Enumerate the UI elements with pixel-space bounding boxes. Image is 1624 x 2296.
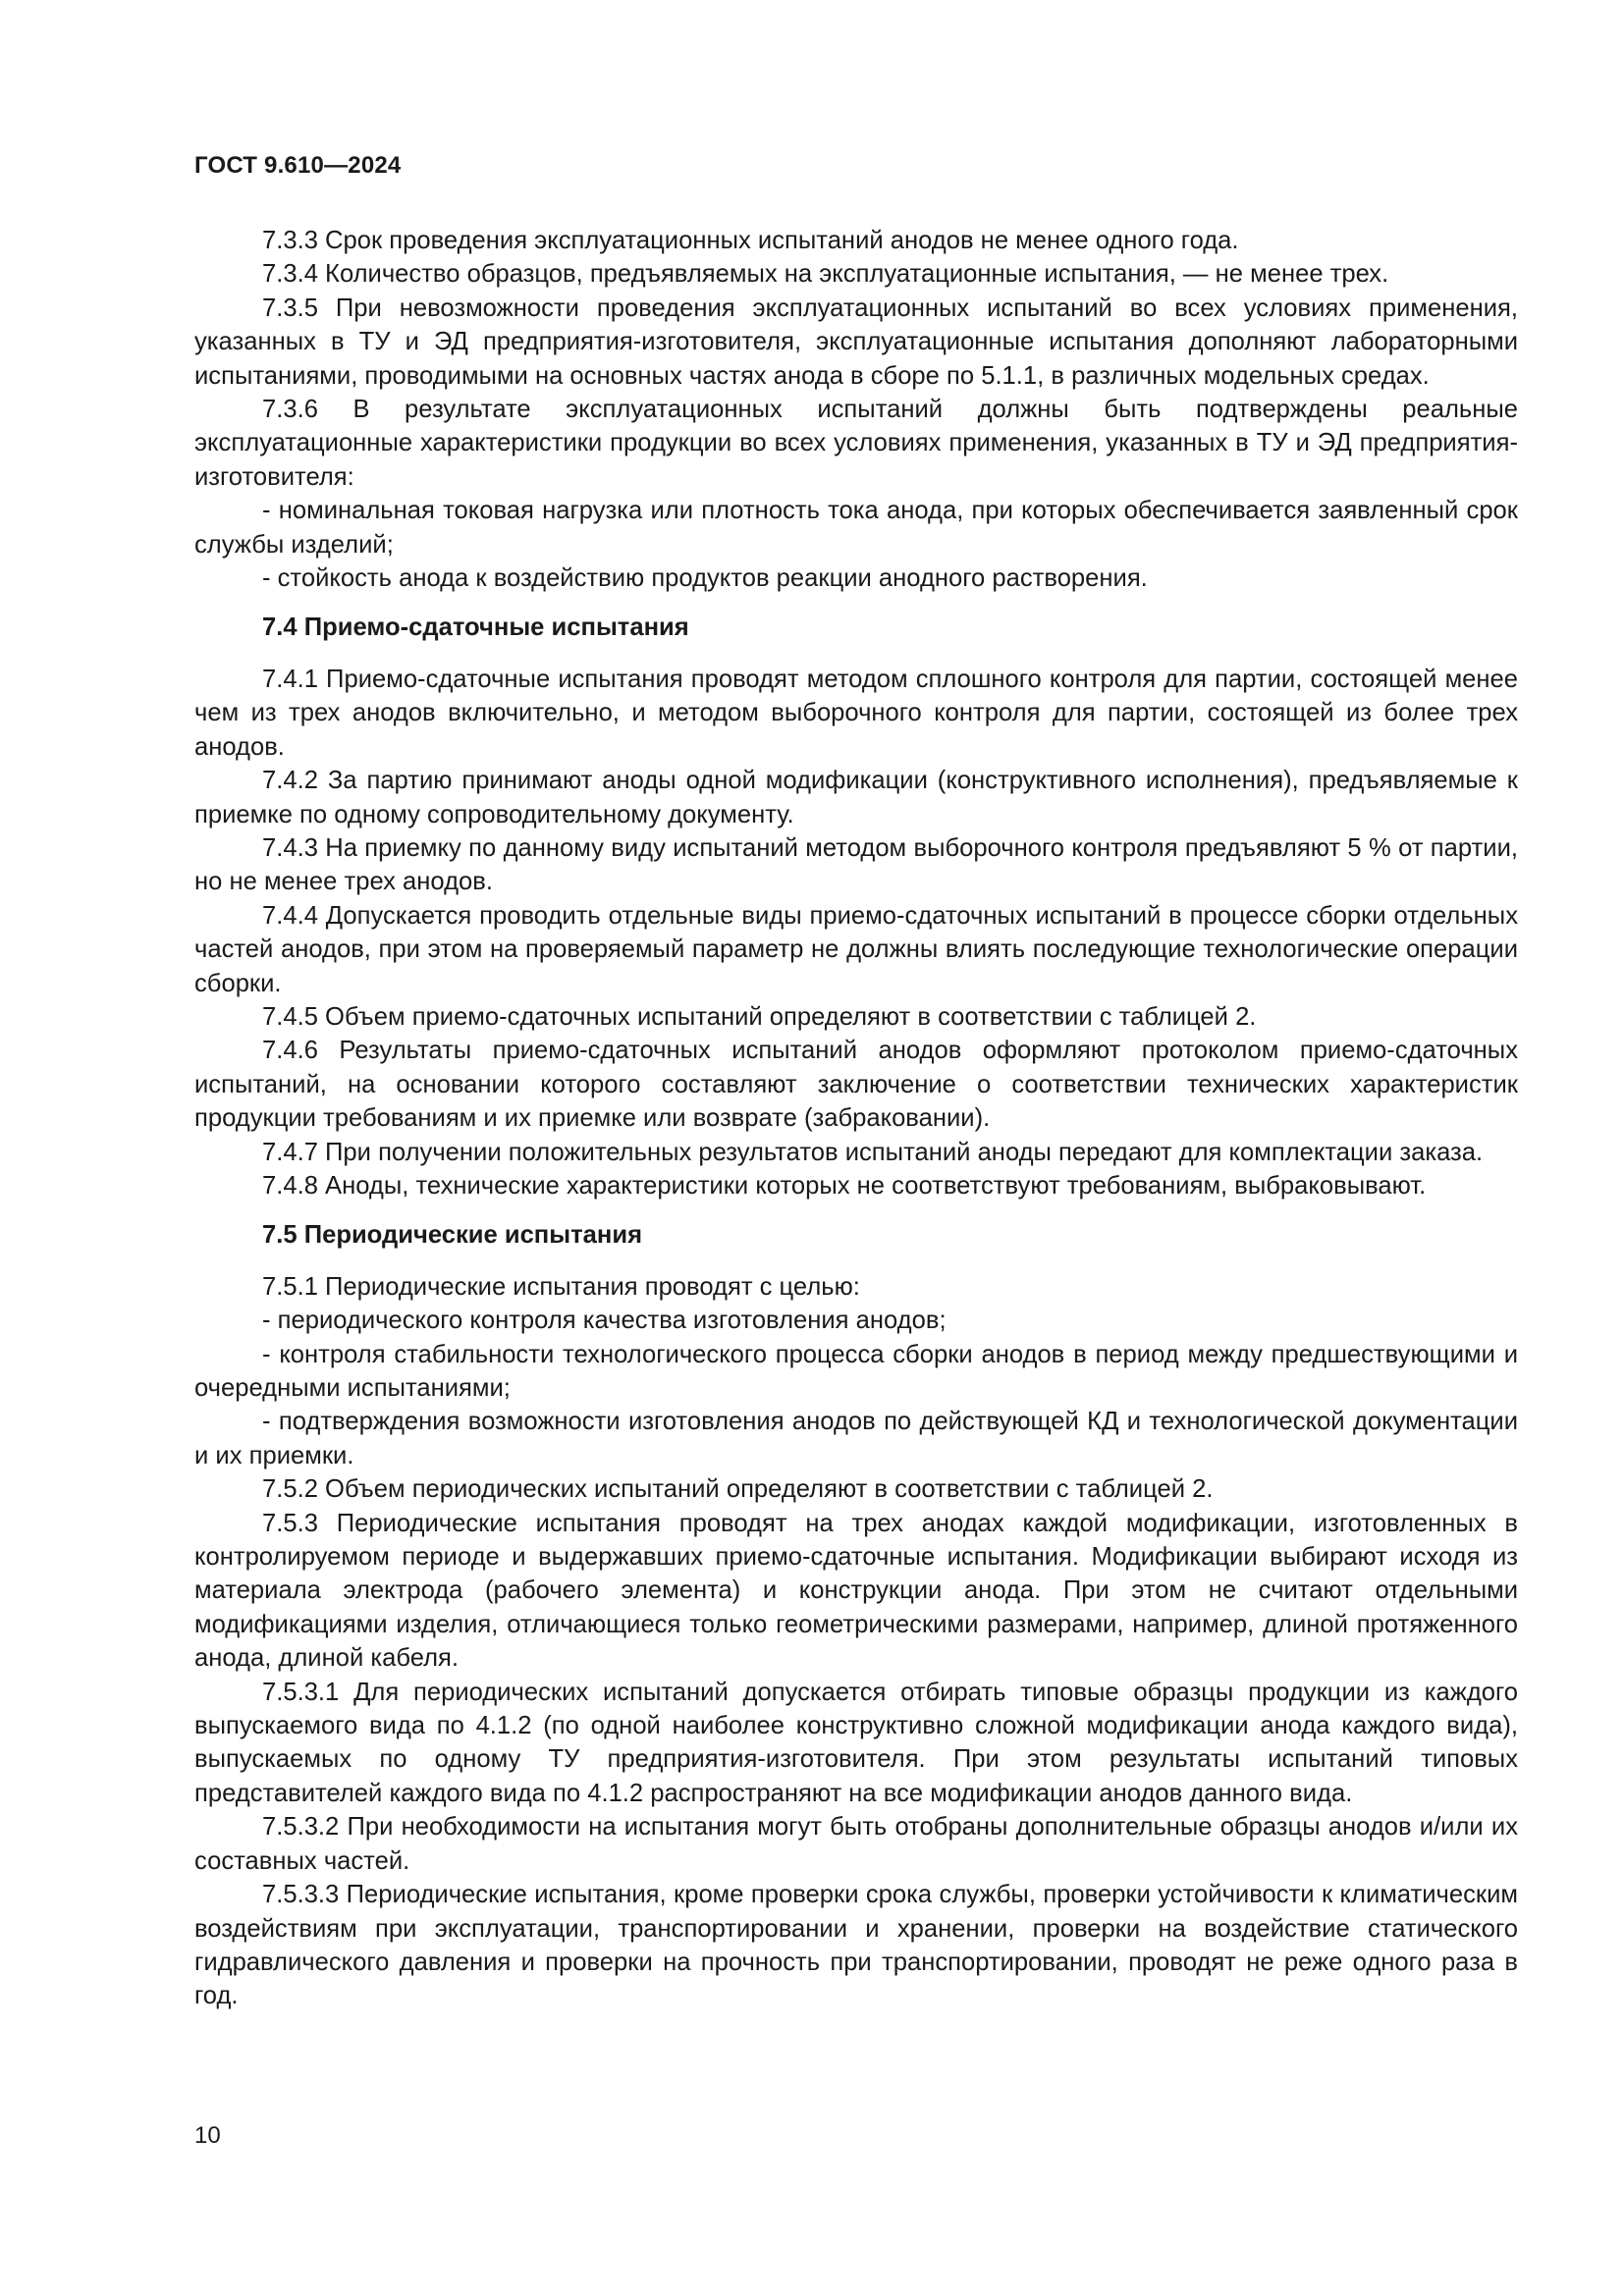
paragraph-7-4-6: 7.4.6 Результаты приемо-сдаточных испытаний анодов оформляют протоколом приемо-сдаточных испытаний, на основании которого составляют заключение о соответствии технических характеристик продукции требованиям и их приемке или возврате (забраковании). (194, 1037, 1518, 1133)
paragraph-7-5-3-1: 7.5.3.1 Для периодических испытаний допускается отбирать типовые образцы продукции из каждого выпускаемого вида по 4.1.2 (по одной наиболее конструктивно сложной модификации анода каждого вида), выпускаемых по одному ТУ предприятия-изготовителя. При этом результаты испытаний типовых представителей каждого вида по 4.1.2 распространяют на все модификации анодов данного вида. (194, 1678, 1518, 1807)
paragraph-7-4-4: 7.4.4 Допускается проводить отдельные виды приемо-сдаточных испытаний в процессе сборки отдельных частей анодов, при этом на проверяемый параметр не должны влиять последующие технологические операции сборки. (194, 901, 1518, 997)
paragraph-7-4-3: 7.4.3 На приемку по данному виду испытаний методом выборочного контроля предъявляют 5 % от партии, но не менее трех анодов. (194, 833, 1518, 896)
paragraph-7-5-3: 7.5.3 Периодические испытания проводят на трех анодах каждой модификации, изготовленных в контролируемом периоде и выдержавших приемо-сдаточные испытания. Модификации выбирают исходя из материала электрода (рабочего элемента) и конструкции анода. При этом не считают отдельными модификациями изделия, отличающиеся только геометрическими размерами, например, длиной протяженного анода, длиной кабеля. (194, 1509, 1518, 1673)
paragraph-7-4-8: 7.4.8 Аноды, технические характеристики которых не соответствуют требованиям, выбраковывают. (262, 1171, 1427, 1200)
list-item-quality-control: - периодического контроля качества изготовления анодов; (262, 1307, 947, 1335)
paragraph-7-4-7: 7.4.7 При получении положительных результатов испытаний аноды передают для комплектации заказа. (262, 1138, 1484, 1166)
list-item-current-load: - номинальная токовая нагрузка или плотность тока анода, при которых обеспечивается заявленный срок службы изделий; (194, 497, 1518, 559)
paragraph-7-3-3: 7.3.3 Срок проведения эксплуатационных испытаний анодов не менее одного года. (262, 227, 1239, 254)
paragraph-7-4-5: 7.4.5 Объем приемо-сдаточных испытаний определяют в соответствии с таблицей 2. (262, 1002, 1257, 1031)
paragraph-7-4-1: 7.4.1 Приемо-сдаточные испытания проводят методом сплошного контроля для партии, состоящей менее чем из трех анодов включительно, и методом выборочного контроля для партии, состоящей из более трех анодов. (194, 665, 1518, 761)
list-item-process-stability: - контроля стабильности технологического процесса сборки анодов в период между предшествующими и очередными испытаниями; (194, 1340, 1518, 1402)
section-title-7-5: 7.5 Периодические испытания (262, 1221, 643, 1250)
page-number: 10 (194, 2122, 221, 2149)
document-body (194, 224, 1518, 2013)
paragraph-7-3-4: 7.3.4 Количество образцов, предъявляемых на эксплуатационные испытания, — не менее трех. (262, 260, 1389, 289)
paragraph-7-5-3-2: 7.5.3.2 При необходимости на испытания могут быть отобраны дополнительные образцы анодов и/или их составных частей. (194, 1813, 1518, 1875)
paragraph-7-5-2: 7.5.2 Объем периодических испытаний определяют в соответствии с таблицей 2. (262, 1475, 1214, 1504)
paragraph-7-5-1: 7.5.1 Периодические испытания проводят с целью: (262, 1272, 860, 1301)
list-item-manufacturing-confirmation: - подтверждения возможности изготовления анодов по действующей КД и технологической документации и их приемки. (194, 1408, 1518, 1469)
paragraph-7-3-6: 7.3.6 В результате эксплуатационных испытаний должны быть подтверждены реальные эксплуатационные характеристики продукции во всех условиях применения, указанных в ТУ и ЭД предприятия-изготовителя: (194, 396, 1518, 491)
paragraph-7-3-5: 7.3.5 При невозможности проведения эксплуатационных испытаний во всех условиях применения, указанных в ТУ и ЭД предприятия-изготовителя, эксплуатационные испытания дополняют лабораторными испытаниями, проводимыми на основных частях анода в сборе по 5.1.1, в различных модельных средах. (194, 294, 1518, 390)
paragraph-7-5-3-3: 7.5.3.3 Периодические испытания, кроме проверки срока службы, проверки устойчивости к климатическим воздействиям при эксплуатации, транспортировании и хранении, проверки на воздействие статического гидравлического давления и проверки на прочность при транспортировании, проводят не реже одного раза в год. (194, 1881, 1518, 2010)
document-code-header: ГОСТ 9.610—2024 (194, 152, 402, 179)
section-title-7-4: 7.4 Приемо-сдаточные испытания (262, 614, 689, 642)
paragraph-7-4-2: 7.4.2 За партию принимают аноды одной модификации (конструктивного исполнения), предъявляемые к приемке по одному сопроводительному документу. (194, 767, 1518, 828)
list-item-anode-resistance: - стойкость анода к воздействию продуктов реакции анодного растворения. (262, 564, 1148, 593)
